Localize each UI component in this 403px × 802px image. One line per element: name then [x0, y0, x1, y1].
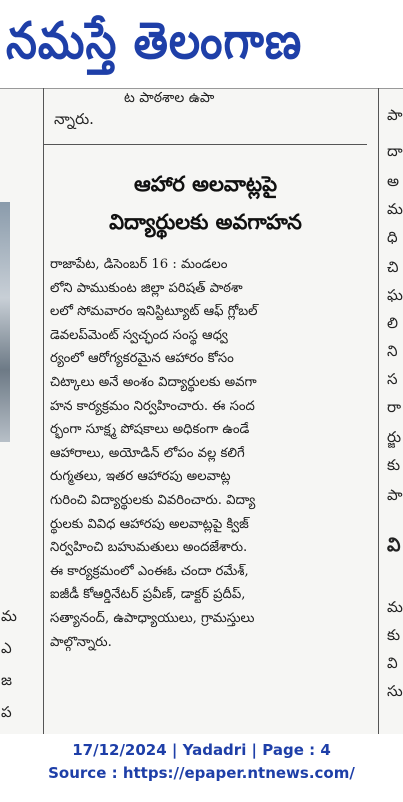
article	[44, 88, 367, 734]
headline-line1: ఆహార అలవాట్లపై	[133, 172, 278, 196]
left-fragment: జ	[1, 671, 12, 689]
body-line: రాజాపేట, డిసెంబర్ 16 : మండలం	[50, 257, 228, 272]
edition-info: 17/12/2024 | Yadadri | Page : 4	[72, 741, 331, 759]
body-line: ర్భంగా సూక్ష్మ పోషకాలు అధికంగా ఉండే	[50, 422, 250, 438]
newspaper-logo: నమస్తే తెలంగాణ	[6, 12, 303, 71]
right-fragment: వి	[387, 534, 401, 556]
right-fragment: దా	[387, 142, 403, 160]
left-fragment: మ	[1, 607, 17, 625]
body-line: ఆహారాలు, అయోడిన్ లోపం వల్ల కలిగే	[50, 445, 245, 461]
left-fragment: ఎ	[1, 639, 12, 657]
body-line: ఐజీడీ కోఆర్డినేటర్ ప్రవీణ్, డాక్టర్ ప్రదీప్,	[50, 587, 246, 603]
right-fragment: లి	[387, 314, 398, 332]
masthead	[0, 0, 403, 88]
right-fragment: ఘ	[387, 286, 403, 304]
right-fragment: పా	[387, 106, 403, 124]
newspaper-clipping	[0, 88, 403, 734]
body-line: సత్యానంద్, ఉపాధ్యాయులు, గ్రామస్తులు	[50, 610, 255, 626]
right-fragment: ని	[387, 342, 398, 360]
previous-article-fragment: ట పాఠశాల ఉపా	[124, 90, 215, 106]
body-line: లోని పాముకుంట జిల్లా పరిషత్ పాఠశా	[50, 280, 243, 296]
right-column-fragment	[383, 88, 403, 734]
headline-line2: విద్యార్థులకు అవగాహన	[109, 210, 302, 234]
right-fragment: ధి	[387, 228, 398, 246]
left-column-fragment	[0, 88, 17, 734]
body-line: గురించి విద్యార్థులకు వివరించారు. విద్యా	[50, 492, 256, 508]
right-fragment: చి	[387, 258, 399, 276]
right-fragment: ర్జు	[387, 428, 402, 446]
body-line: పాల్గొన్నారు.	[50, 634, 112, 650]
right-fragment: మ	[387, 200, 403, 218]
body-line: హన కార్యక్రమం నిర్వహించారు. ఈ సంద	[50, 398, 255, 414]
article-separator	[44, 144, 367, 145]
article-body	[50, 253, 364, 654]
body-line: రుగ్మతలు, ఇతర ఆహారపు అలవాట్ల	[50, 469, 231, 485]
right-fragment: స	[387, 370, 398, 388]
source-link[interactable]: Source : https://epaper.ntnews.com/	[48, 764, 355, 782]
right-fragment: అ	[387, 172, 400, 190]
body-line: ర్యంలో ఆరోగ్యకరమైన ఆహారం కోసం	[50, 351, 234, 367]
right-fragment: రా	[387, 398, 402, 416]
body-line: నిర్వహించి బహుమతులు అందజేశారు.	[50, 540, 248, 556]
body-line: డెవలప్‌మెంట్ స్వచ్ఛంద సంస్థ ఆధ్వ	[50, 327, 228, 343]
body-line: ఈ కార్యక్రమంలో ఎంఈఓ చందా రమేశ్,	[50, 563, 249, 579]
body-line: చిట్కాలు అనే అంశం విద్యార్థులకు అవగా	[50, 374, 257, 390]
right-fragment: పా	[387, 486, 403, 504]
right-fragment: మ	[387, 598, 403, 616]
footer	[0, 734, 403, 802]
body-line: లలో సోమవారం ఇనిస్టిట్యూట్ ఆఫ్ గ్లోబల్	[50, 304, 258, 320]
previous-article-ending: న్నారు.	[54, 110, 94, 128]
body-line: ర్థులకు వివిధ ఆహారపు అలవాట్లపై క్విజ్	[50, 516, 249, 532]
column-divider-right	[378, 88, 379, 734]
photo-edge	[0, 202, 10, 442]
right-fragment: కు	[387, 456, 401, 474]
left-fragment: ప	[1, 703, 12, 721]
right-fragment: కు	[387, 626, 401, 644]
right-fragment: వి	[387, 654, 398, 672]
right-fragment: సు	[387, 682, 403, 700]
